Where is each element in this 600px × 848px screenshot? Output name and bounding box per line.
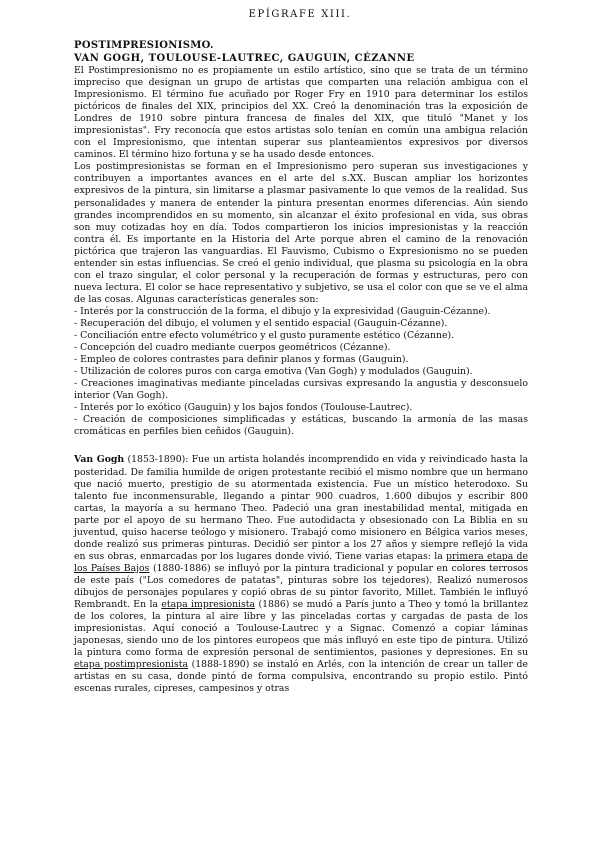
list-item: - Creaciones imaginativas mediante pinceladas cursivas expresando la angustia y desconsuelo interior (Van Gogh). (74, 378, 528, 402)
list-item: - Empleo de colores contrastes para definir planos y formas (Gauguin). (74, 354, 409, 366)
list-item: - Conciliación entre efecto volumétrico y el gusto puramente estético (Cézanne). (74, 330, 455, 342)
list-item: - Interés por lo exótico (Gauguin) y los bajos fondos (Toulouse-Lautrec). (74, 402, 413, 414)
list-item: - Concepción del cuadro mediante cuerpos geométricos (Cézanne). (74, 342, 391, 354)
text-run: (1853-1890): Fue un artista holandés incomprendido en vida y reivindicado hasta la posteridad. De familia humilde de origen protestante recibió el mismo nombre que un hermano que nació muerto, prestigio de su atormentada existencia. Fue un místico heterodoxo. Su talento fue inconmensurable, llegando a pintar 900 cuadros, 1.600 dibujos y escribir 800 cartas, la mayoría a su hermano Theo. Padeció una gran inestabilidad mental, mitigada en parte por el apoyo de su hermano Theo. Fue autodidacta y obsesionado con La Biblia en su juventud, quiso hacerse teólogo y misionero. Trabajó como misionero en Bélgica varios meses, donde realizó sus primeras pinturas. Decidió ser pintor a los 27 años y siempre reflejó la vida en sus obras, enmarcadas por los lugares donde vivió. Tiene varias etapas: la (74, 454, 528, 562)
characteristics-list (74, 306, 528, 439)
text-run: (1888-1890) se instaló en Arlés, con la intención de crear un taller de artistas en su casa, donde pintó de forma compulsiva, encontrando su propio estilo. Pintó escenas rurales, cipreses, campesinos y otras (74, 659, 528, 695)
van-gogh-paragraph (74, 454, 528, 695)
period-impressionist: etapa impresionista (161, 599, 256, 611)
list-item: - Interés por la construcción de la forma, el dibujo y la expresividad (Gauguin-Cézanne). (74, 305, 491, 317)
artist-name: Van Gogh (74, 454, 125, 466)
characteristics-paragraph: Los postimpresionistas se forman en el Impresionismo pero superan sus investigaciones y contribuyen a importantes avances en el arte del s.XX. Buscan ampliar los horizontes expresivos de la pintura, sin limitarse a plasmar pasivamente lo que vemos de la realidad. Sus personalidades y manera de entender la pintura presentan enormes diferencias. Aún siendo grandes incomprendidos en su momento, sin alcanzar el éxito profesional en vida, sus obras son muy cotizadas hoy en día. Todos compartieron los inicios impresionistas y la reacción contra él. Es importante en la Historia del Arte porque abren el camino de la renovación pictórica que trajeron las vanguardias. El Fauvismo, Cubismo o Expresionismo no se pueden entender sin estas influencias. Se creó el genio individual, que plasma su psicología en la obra con el trazo singular, el color personal y la recuperación de formas y estructuras, pero con nueva lectura. El color se hace representativo y subjetivo, se usa el color con que se ve el alma de las cosas. Algunas características generales son: (74, 161, 528, 305)
section-spacer (74, 438, 528, 454)
period-netherlands: primera etapa de los Países Bajos (74, 550, 529, 574)
text-run: (1886) se mudó a París junto a Theo y tomó la brillantez de los colores, la pintura al aire libre y las pinceladas cortas y cargadas de pasta de los impresionistas. Aquí conoció a Toulouse-Lautrec y a Signac. Comenzó a copiar láminas japonesas, siendo uno de los pintores europeos que más influyó en este tipo de pintura. Utilizó la pintura como forma de expresión personal de sentimientos, pasiones y depresiones. En su (74, 599, 528, 659)
list-item: - Creación de composiciones simplificadas y estáticas, buscando la armonía de las masas cromáticas en perfiles bien ceñidos (Gauguin). (74, 414, 528, 438)
period-postimpressionist: etapa postimpresionista (74, 659, 188, 671)
intro-paragraph: El Postimpresionismo no es propiamente un estilo artístico, sino que se trata de un término impreciso que designan un grupo de artistas que comparten una relación ambigua con el Impresionismo. El término fue acuñado por Roger Fry en 1910 para determinar los estilos pictóricos de finales del XIX, principios del XX. Creó la denominación tras la exposición de Londres de 1910 sobre pintura francesa de finales del XIX, que tituló "Manet y los impresionistas". Fry reconocía que estos artistas solo tenían en común una ambigua relación con el Impresionismo, que intentan superar sus planteamientos expresivos por diversos caminos. El término hizo fortuna y se ha usado desde entonces. (74, 65, 528, 161)
epigraph-header: EPÍGRAFE XIII. (248, 9, 352, 20)
text-run: (1880-1886) se influyó por la pintura tradicional y popular en colores terrosos de este país ("Los comedores de patatas", pinturas sobre los tejedores). Realizó numerosos dibujos de personajes populares y copió obras de su pintor favorito, Millet. También le influyó Rembrandt. En la (74, 562, 529, 611)
list-item: - Utilización de colores puros con carga emotiva (Van Gogh) y modulados (Gauguin). (74, 366, 473, 378)
list-item: - Recuperación del dibujo, el volumen y el sentido espacial (Gauguin-Cézanne). (74, 317, 448, 329)
section-subtitle: VAN GOGH, TOULOUSE-LAUTREC, GAUGUIN, CÉZANNE (74, 52, 415, 64)
document-body (74, 40, 528, 695)
section-title: POSTIMPRESIONISMO. (74, 40, 214, 51)
